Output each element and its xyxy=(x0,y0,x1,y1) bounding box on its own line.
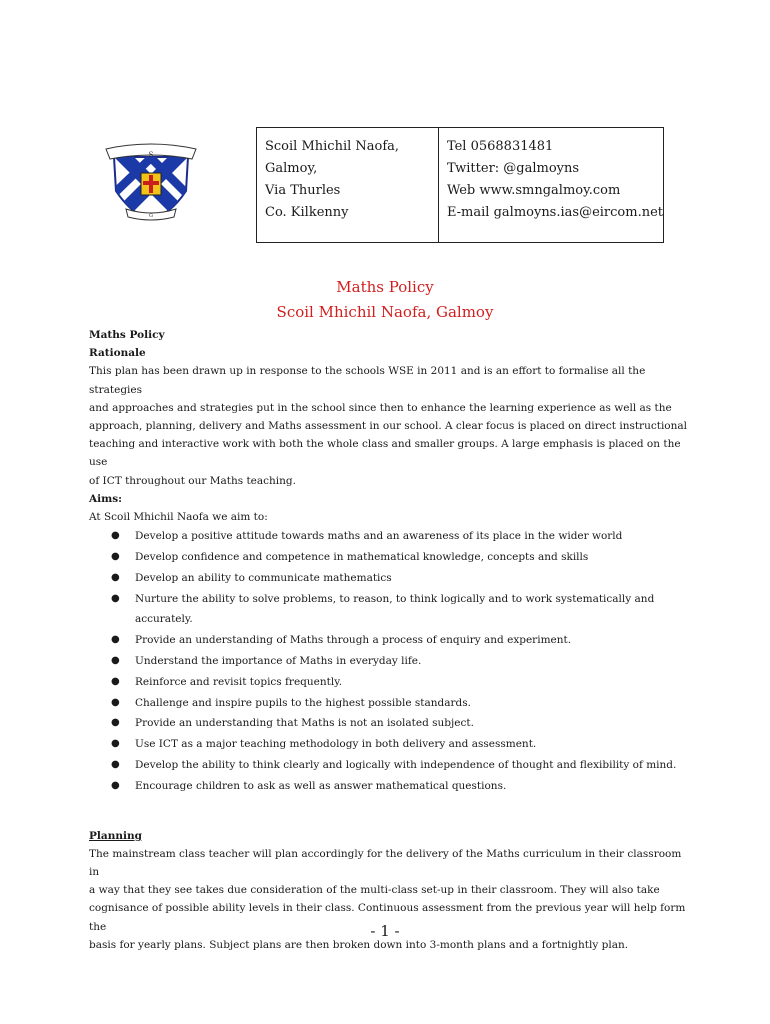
bullet-icon: ● xyxy=(111,717,120,729)
bullet-icon: ● xyxy=(111,592,120,604)
paragraph-line: and approaches and strategies put in the school since then to enhance the learning experience as well as the xyxy=(89,401,672,414)
list-item: ● Encourage children to ask as well as answer mathematical questions. xyxy=(89,776,689,797)
svg-text:G: G xyxy=(149,213,153,219)
list-item: ● Develop an ability to communicate mathematics xyxy=(89,568,689,589)
list-item: ● Reinforce and revisit topics frequently. xyxy=(89,672,689,693)
contact-column xyxy=(439,128,663,242)
bullet-icon: ● xyxy=(111,571,120,583)
paragraph-line: cognisance of possible ability levels in their class. Continuous assessment from the previous year will help form the xyxy=(89,902,686,933)
email-line: E-mail galmoyns.ias@eircom.net xyxy=(446,205,663,220)
policy-heading: Maths Policy xyxy=(89,329,165,341)
bullet-icon: ● xyxy=(111,779,120,791)
list-item: ● Develop confidence and competence in mathematical knowledge, concepts and skills xyxy=(89,547,689,568)
rationale-heading: Rationale xyxy=(89,347,146,360)
page-number: - 1 - xyxy=(370,922,400,940)
twitter-line: Twitter: @galmoyns xyxy=(446,161,580,176)
list-item: ● Provide an understanding of Maths through a process of enquiry and experiment. xyxy=(89,630,689,651)
document-title: Maths Policy xyxy=(336,278,434,296)
bullet-icon: ● xyxy=(111,530,120,542)
address-line: Galmoy, xyxy=(265,161,318,176)
list-item: ● Provide an understanding that Maths is not an isolated subject. xyxy=(89,713,689,734)
paragraph-line: basis for yearly plans. Subject plans are then broken down into 3-month plans and a fortnightly plan. xyxy=(89,938,629,951)
bullet-icon: ● xyxy=(111,551,120,563)
list-item: ● Develop a positive attitude towards maths and an awareness of its place in the wider world xyxy=(89,526,689,547)
list-item-continuation: accurately. xyxy=(135,613,193,626)
paragraph-line: The mainstream class teacher will plan accordingly for the delivery of the Maths curriculum in their classroom in xyxy=(89,847,682,878)
bullet-icon: ● xyxy=(111,675,120,687)
rationale-paragraph xyxy=(89,362,689,489)
list-item: ● Use ICT as a major teaching methodology in both delivery and assessment. xyxy=(89,734,689,755)
address-line: Co. Kilkenny xyxy=(265,205,349,220)
bullet-icon: ● xyxy=(111,696,120,708)
address-line: Scoil Mhichil Naofa, xyxy=(265,139,400,154)
bullet-icon: ● xyxy=(111,738,120,750)
paragraph-line: of ICT throughout our Maths teaching. xyxy=(89,474,296,487)
address-column xyxy=(257,128,439,242)
aims-list xyxy=(89,526,689,796)
website-line: Web www.smngalmoy.com xyxy=(446,183,621,198)
list-item: ● Challenge and inspire pupils to the highest possible standards. xyxy=(89,693,689,714)
aims-heading: Aims: xyxy=(89,492,123,505)
address-line: Via Thurles xyxy=(265,183,341,198)
phone-line: Tel 0568831481 xyxy=(446,139,554,154)
school-crest-logo xyxy=(100,143,202,223)
list-item: ● Develop the ability to think clearly and logically with independence of thought and flexibility of mind. xyxy=(89,755,689,776)
bullet-icon: ● xyxy=(111,634,120,646)
aims-intro: At Scoil Mhichil Naofa we aim to: xyxy=(89,511,268,524)
bullet-icon: ● xyxy=(111,759,120,770)
list-item: ● Nurture the ability to solve problems, to reason, to think logically and to work systematically and xyxy=(89,589,689,610)
paragraph-line: approach, planning, delivery and Maths assessment in our school. A clear focus is placed on direct instructional xyxy=(89,420,688,433)
paragraph-line: teaching and interactive work with both the whole class and smaller groups. A large emphasis is placed on the use xyxy=(89,438,681,469)
svg-text:S: S xyxy=(148,151,154,159)
planning-heading: Planning xyxy=(89,829,142,842)
document-subtitle: Scoil Mhichil Naofa, Galmoy xyxy=(276,303,494,321)
paragraph-line: a way that they see takes due consideration of the multi-class set-up in their classroom. They will also take xyxy=(89,884,660,897)
list-item: ● Understand the importance of Maths in everyday life. xyxy=(89,651,689,672)
paragraph-line: This plan has been drawn up in response to the schools WSE in 2011 and is an effort to formalise all the strategies xyxy=(89,365,646,396)
document-body xyxy=(89,326,689,954)
contact-details-box xyxy=(256,127,664,243)
bullet-icon: ● xyxy=(111,655,120,667)
